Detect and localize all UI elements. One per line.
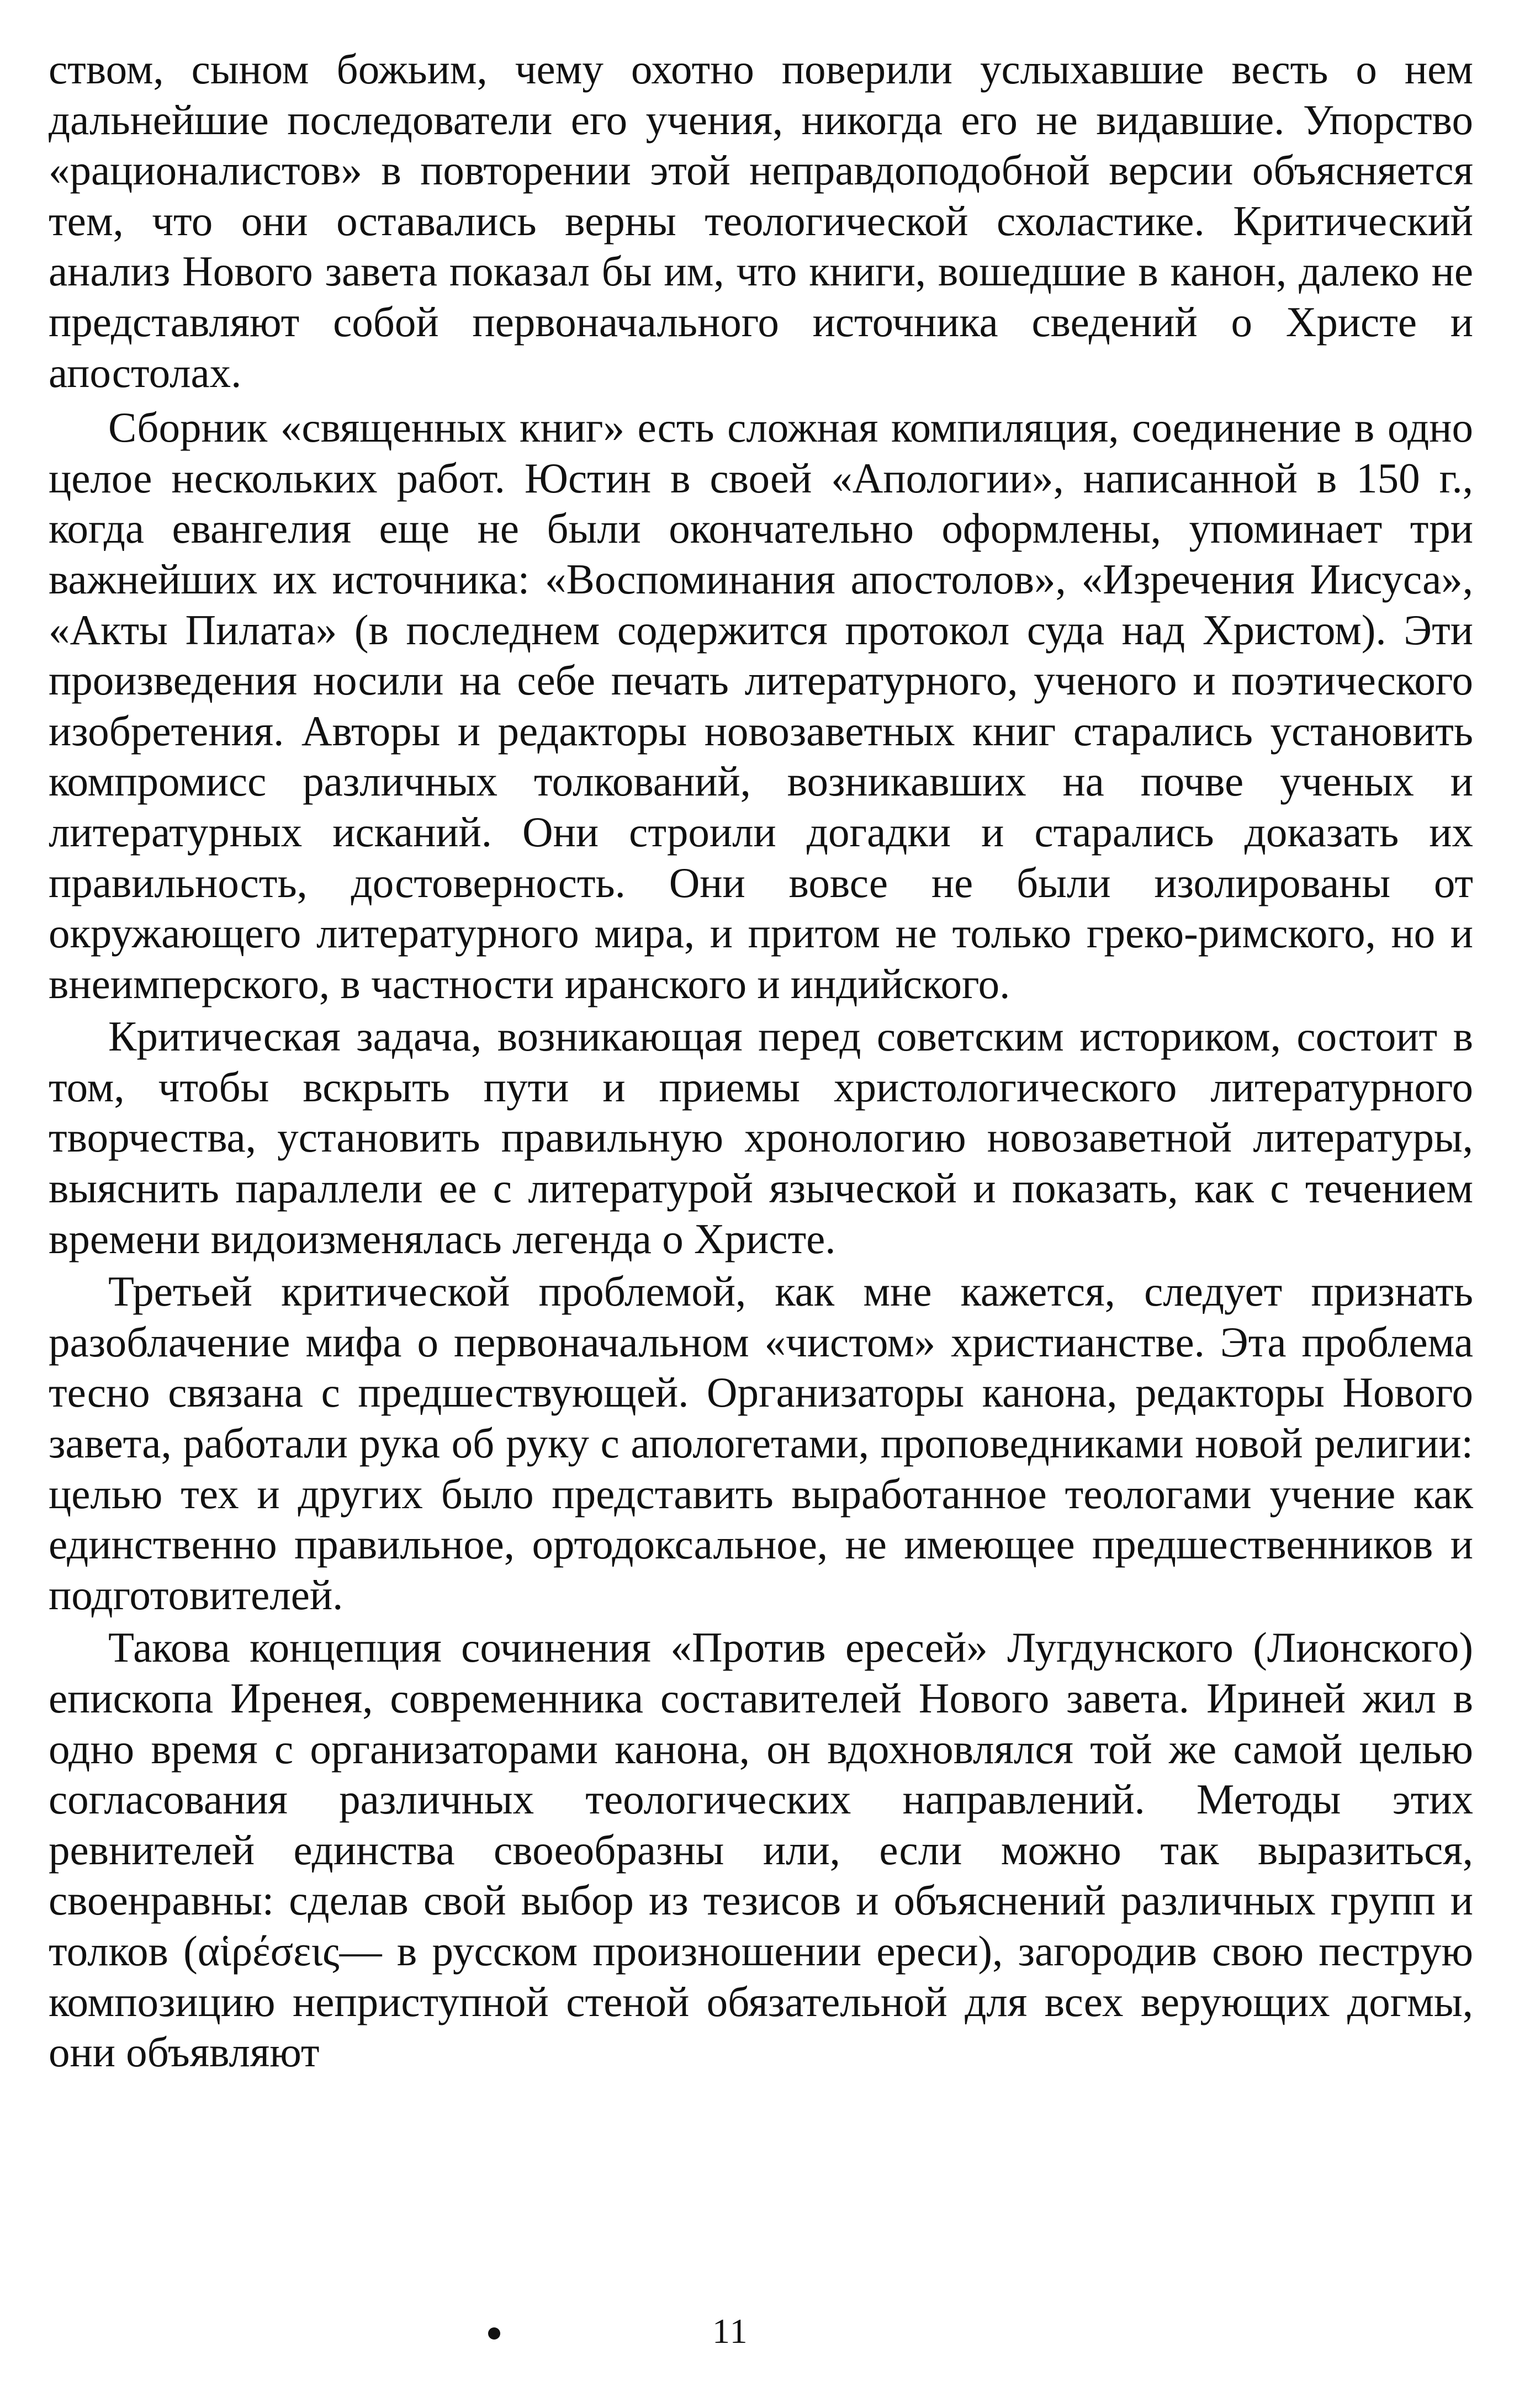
page-body [49,44,1473,2078]
footer-dot-mark [488,2327,500,2340]
paragraph-2: Сборник «священных книг» есть сложная компиляция, соединение в одно целое нескольких работ. Юстин в своей «Апологии», написанной в 150 г., когда евангелия еще не были окончательно оформлены, упоминает три важнейших их источника: «Воспоминания апостолов», «Изречения Иисуса», «Акты Пилата» (в последнем содержится протокол суда над Христом). Эти произведения носили на себе печать литературного, ученого и поэтического изобретения. Авторы и редакторы новозаветных книг старались установить компромисс различных толкований, возникавших на почве ученых и литературных исканий. Они строили догадки и старались доказать их правильность, достоверность. Они вовсе не были изолированы от окружающего литературного мира, и притом не только греко-римского, но и внеимперского, в частности иранского и индийского. [49,404,1473,1007]
paragraph-3: Критическая задача, возникающая перед советским историком, состоит в том, чтобы вскрыть пути и приемы христологического литературного творчества, установить правильную хронологию новозаветной литературы, выяснить параллели ее с литературой языческой и показать, как с течением времени видоизменялась легенда о Христе. [49,1012,1473,1263]
paragraph-1: ством, сыном божьим, чему охотно поверили услыхавшие весть о нем дальнейшие последователи его учения, никогда его не видавшие. Упорство «рационалистов» в повторении этой неправдоподобной версии объясняется тем, что они оставались верны теологической схоластике. Критический анализ Нового завета показал бы им, что книги, вошедшие в канон, далеко не представляют собой первоначального источника сведений о Христе и апостолах. [49,45,1473,396]
page-number: 11 [712,2311,749,2351]
paragraph-4: Третьей критической проблемой, как мне кажется, следует признать разоблачение мифа о первоначальном «чистом» христианстве. Эта проблема тесно связана с предшествующей. Организаторы канона, редакторы Нового завета, работали рука об руку с апологетами, проповедниками новой религии: целью тех и других было представить выработанное теологами учение как единственно правильное, ортодоксальное, не имеющее предшественников и подготовителей. [49,1267,1473,1619]
paragraph-5: Такова концепция сочинения «Против ересей» Лугдунского (Лионского) епископа Иренея, современника составителей Нового завета. Ириней жил в одно время с организаторами канона, он вдохновлялся той же самой целью согласования различных теологических направлений. Методы этих ревнителей единства своеобразны или, если можно так выразиться, своенравны: сделав свой выбор из тезисов и объяснений различных групп и толков (αἱρέσεις— в русском произношении ереси), загородив свою пеструю композицию неприступной стеной обязательной для всех верующих догмы, они объявляют [49,1624,1473,2076]
